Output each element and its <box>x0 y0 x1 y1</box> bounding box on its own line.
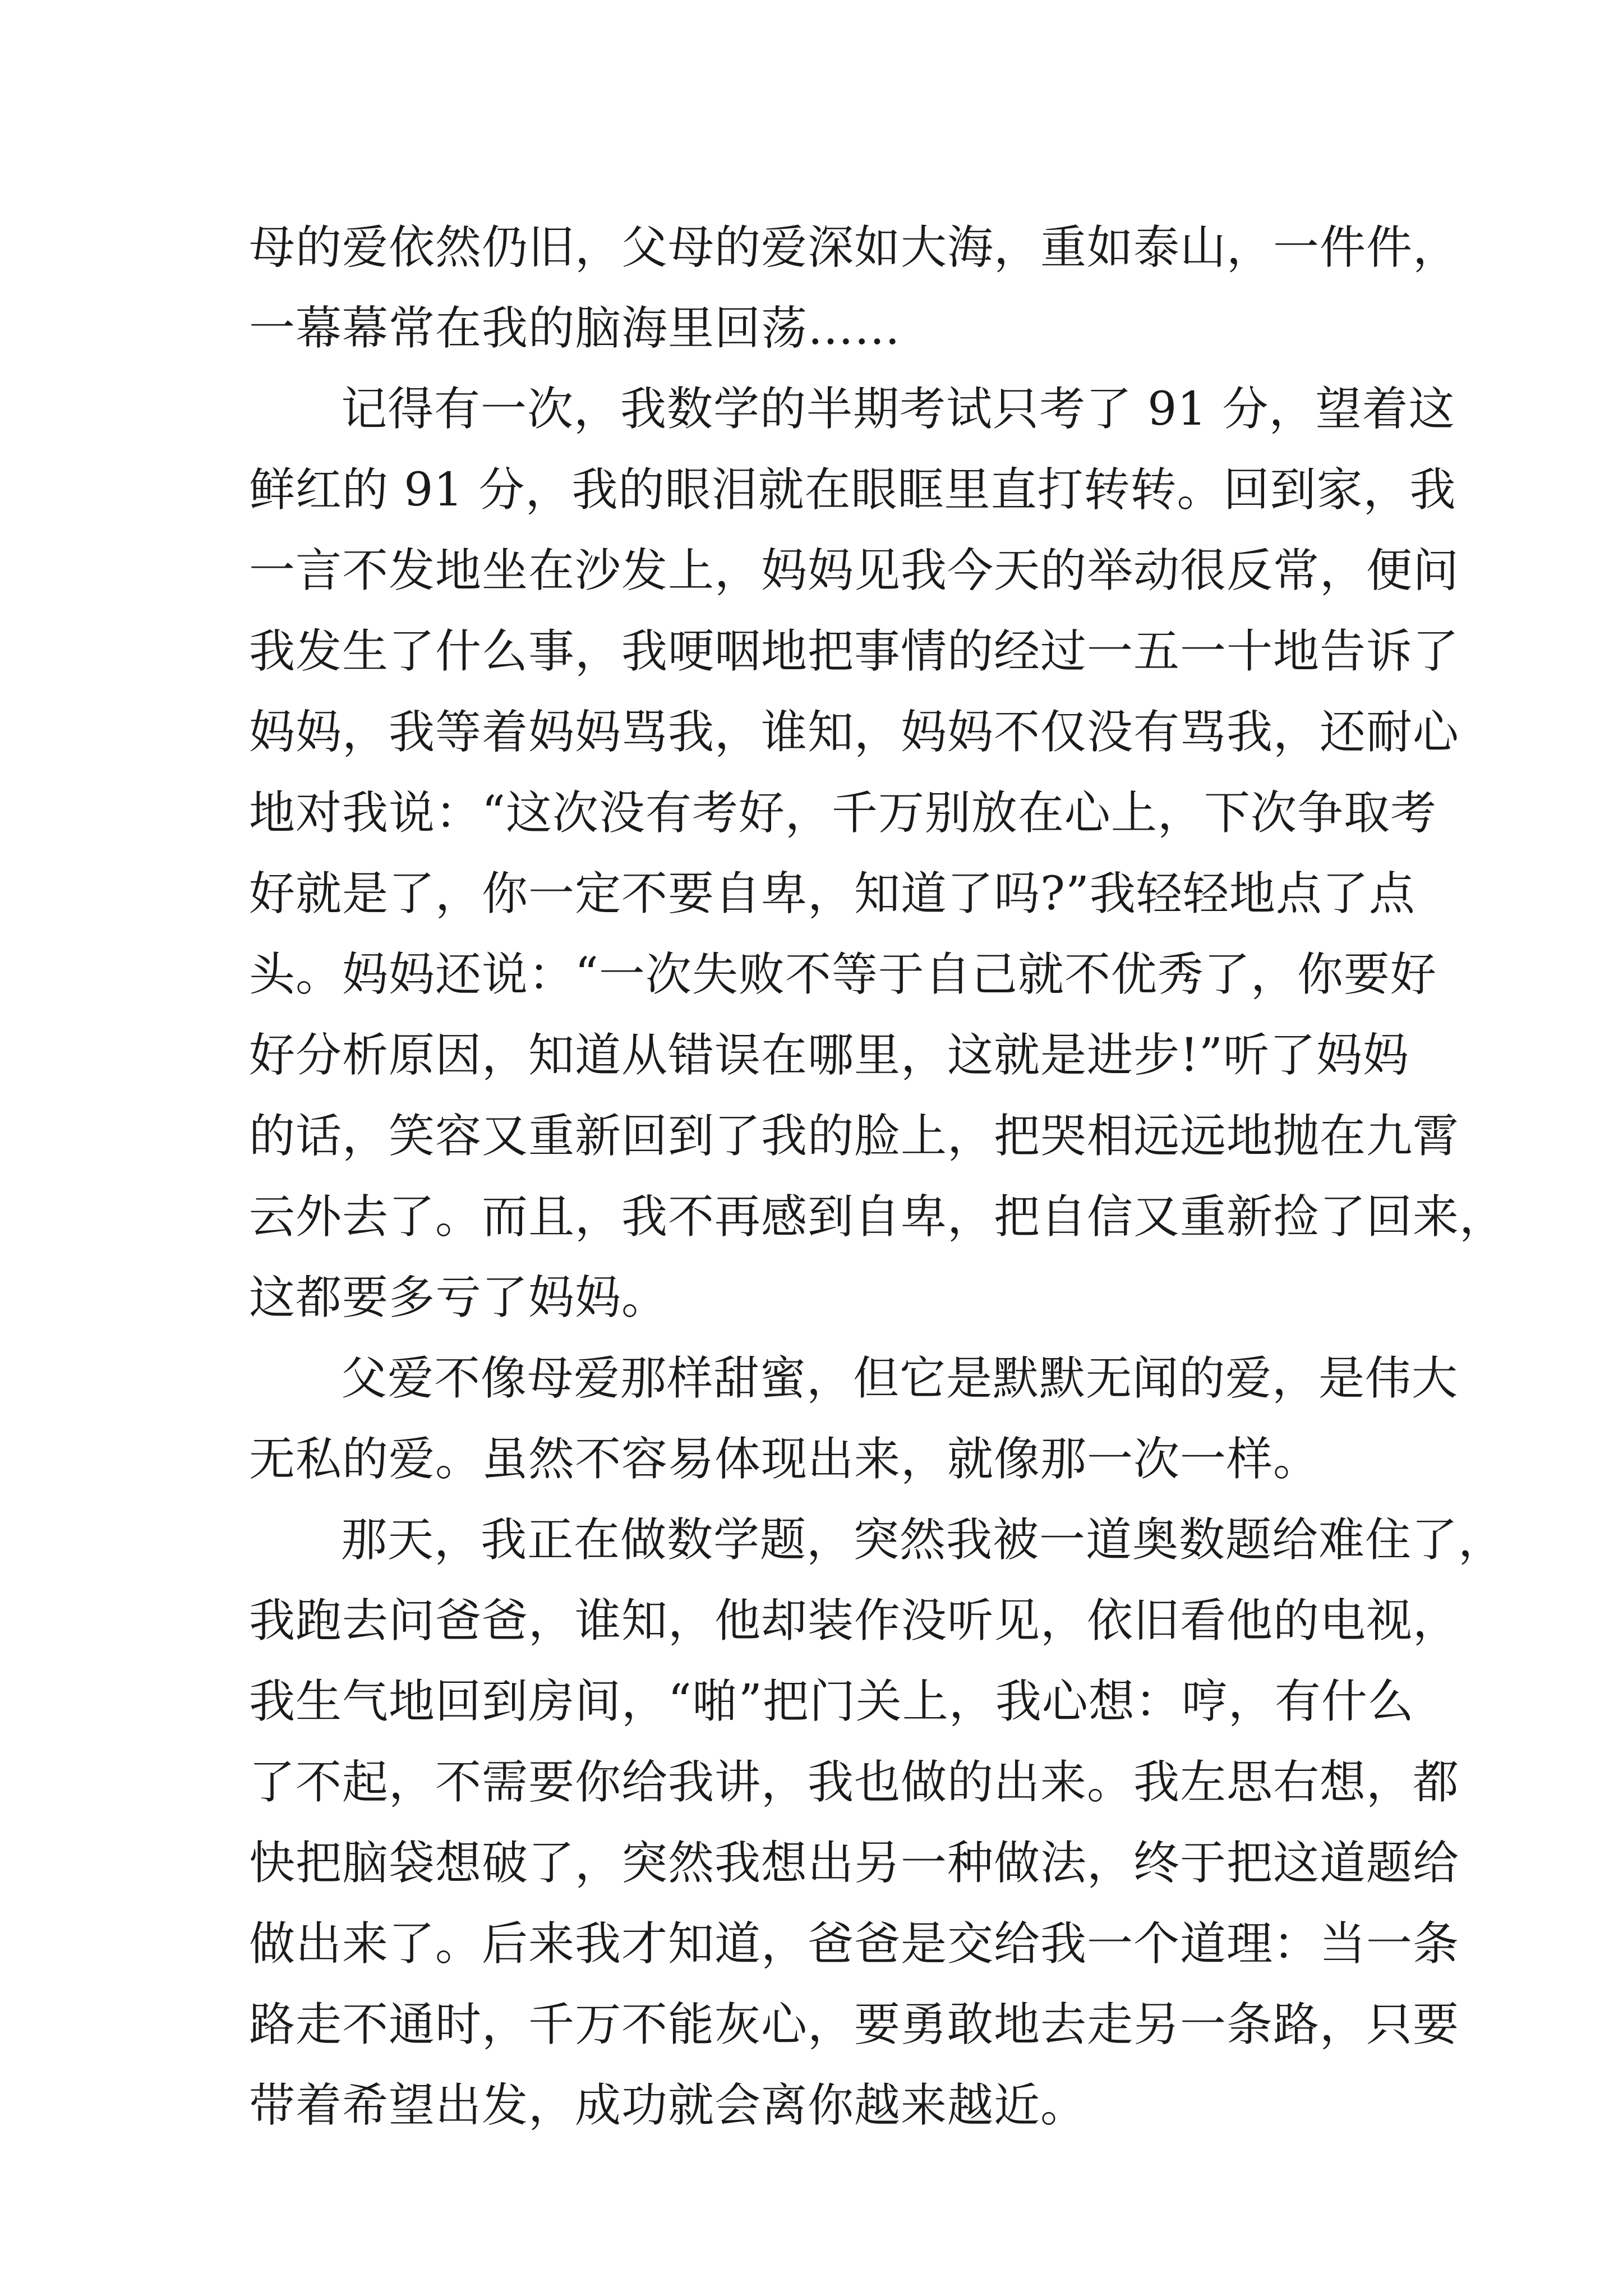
text-line: 做出来了。后来我才知道，爸爸是交给我一个道理：当一条 <box>249 1917 1460 1971</box>
essay-text <box>249 208 1506 2146</box>
text-line: 无私的爱。虽然不容易体现出来，就像那一次一样。 <box>249 1433 1320 1486</box>
text-line: 了不起，不需要你给我讲，我也做的出来。我左思右想，都 <box>249 1756 1460 1809</box>
text-line: 云外去了。而且，我不再感到自卑，把自信又重新捡了回来， <box>249 1190 1506 1244</box>
paragraph-start-line: 那天，我正在做数学题，突然我被一道奥数题给难住了， <box>341 1513 1505 1567</box>
text-line: 一言不发地坐在沙发上，妈妈见我今天的举动很反常，便问 <box>249 544 1460 597</box>
text-line: 带着希望出发，成功就会离你越来越近。 <box>249 2079 1087 2132</box>
text-line: 好分析原因，知道从错误在哪里，这就是进步!”听了妈妈 <box>249 1029 1409 1082</box>
text-line: 我生气地回到房间，“啪”把门关上，我心想：哼，有什么 <box>249 1675 1414 1728</box>
text-line: 的话，笑容又重新回到了我的脸上，把哭相远远地抛在九霄 <box>249 1110 1460 1163</box>
paragraph-start-line: 父爱不像母爱那样甜蜜，但它是默默无闻的爱，是伟大 <box>341 1352 1459 1405</box>
text-line: 我跑去问爸爸，谁知，他却装作没听见，依旧看他的电视， <box>249 1594 1460 1648</box>
text-line: 好就是了，你一定不要自卑，知道了吗?”我轻轻地点了点 <box>249 867 1415 921</box>
text-line: 地对我说：“这次没有考好，千万别放在心上，下次争取考 <box>249 786 1437 840</box>
text-line: 快把脑袋想破了，突然我想出另一种做法，终于把这道题给 <box>249 1837 1460 1890</box>
text-line: 这都要多亏了妈妈。 <box>249 1271 668 1324</box>
text-line: 头。妈妈还说：“一次失败不等于自己就不优秀了，你要好 <box>249 948 1437 1001</box>
text-line: 母的爱依然仍旧，父母的爱深如大海，重如泰山，一件件， <box>249 221 1460 274</box>
text-line: 我发生了什么事，我哽咽地把事情的经过一五一十地告诉了 <box>249 625 1460 678</box>
text-line: 一幕幕常在我的脑海里回荡…… <box>249 302 901 355</box>
text-line: 鲜红的 91 分，我的眼泪就在眼眶里直打转转。回到家，我 <box>249 463 1456 517</box>
paragraph-start-line: 记得有一次，我数学的半期考试只考了 91 分，望着这 <box>341 383 1455 436</box>
text-line: 路走不通时，千万不能灰心，要勇敢地去走另一条路，只要 <box>249 1998 1460 2051</box>
text-line: 妈妈，我等着妈妈骂我，谁知，妈妈不仅没有骂我，还耐心 <box>249 706 1460 759</box>
